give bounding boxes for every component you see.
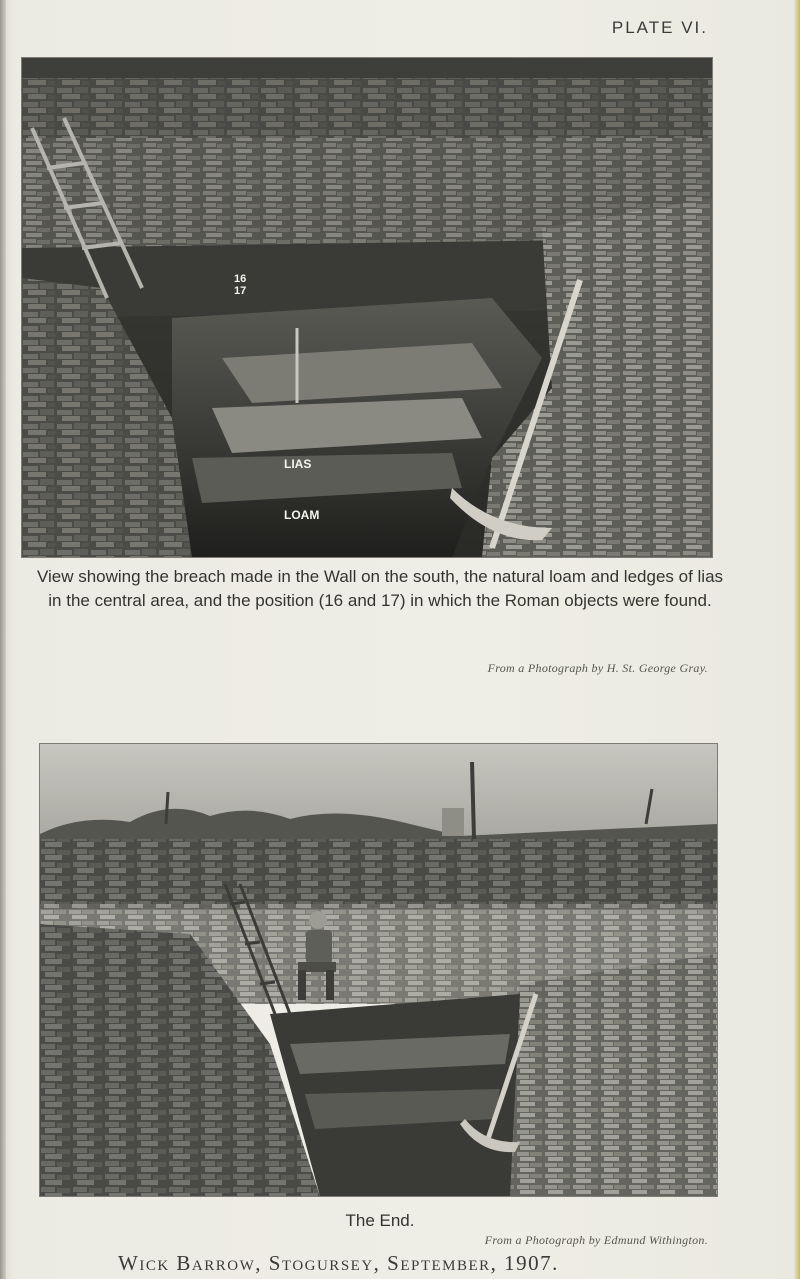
- label-loam: LOAM: [284, 508, 320, 522]
- photo2-credit: From a Photograph by Edmund Withington.: [484, 1233, 708, 1247]
- photo2-caption: The End.: [345, 1211, 415, 1230]
- label-lias: LIAS: [284, 457, 312, 471]
- page-edge: [794, 0, 800, 1279]
- label-16: 16: [234, 273, 247, 285]
- photo-the-end: [40, 744, 717, 1196]
- book-binding-edge: [0, 0, 6, 1279]
- photo-breach-in-wall: [22, 58, 712, 557]
- plate-footer-title: Wick Barrow, Stogursey, September, 1907.: [118, 1251, 559, 1275]
- photo1-credit: From a Photograph by H. St. George Gray.: [487, 661, 708, 675]
- plate-label: PLATE VI.: [611, 18, 708, 37]
- label-17: 17: [234, 285, 247, 297]
- photo1-caption: View showing the breach made in the Wall on the south, the natural loam and ledges of lias in the central area, and the position (16 and 17) in which the Roman objects were found.: [36, 567, 724, 610]
